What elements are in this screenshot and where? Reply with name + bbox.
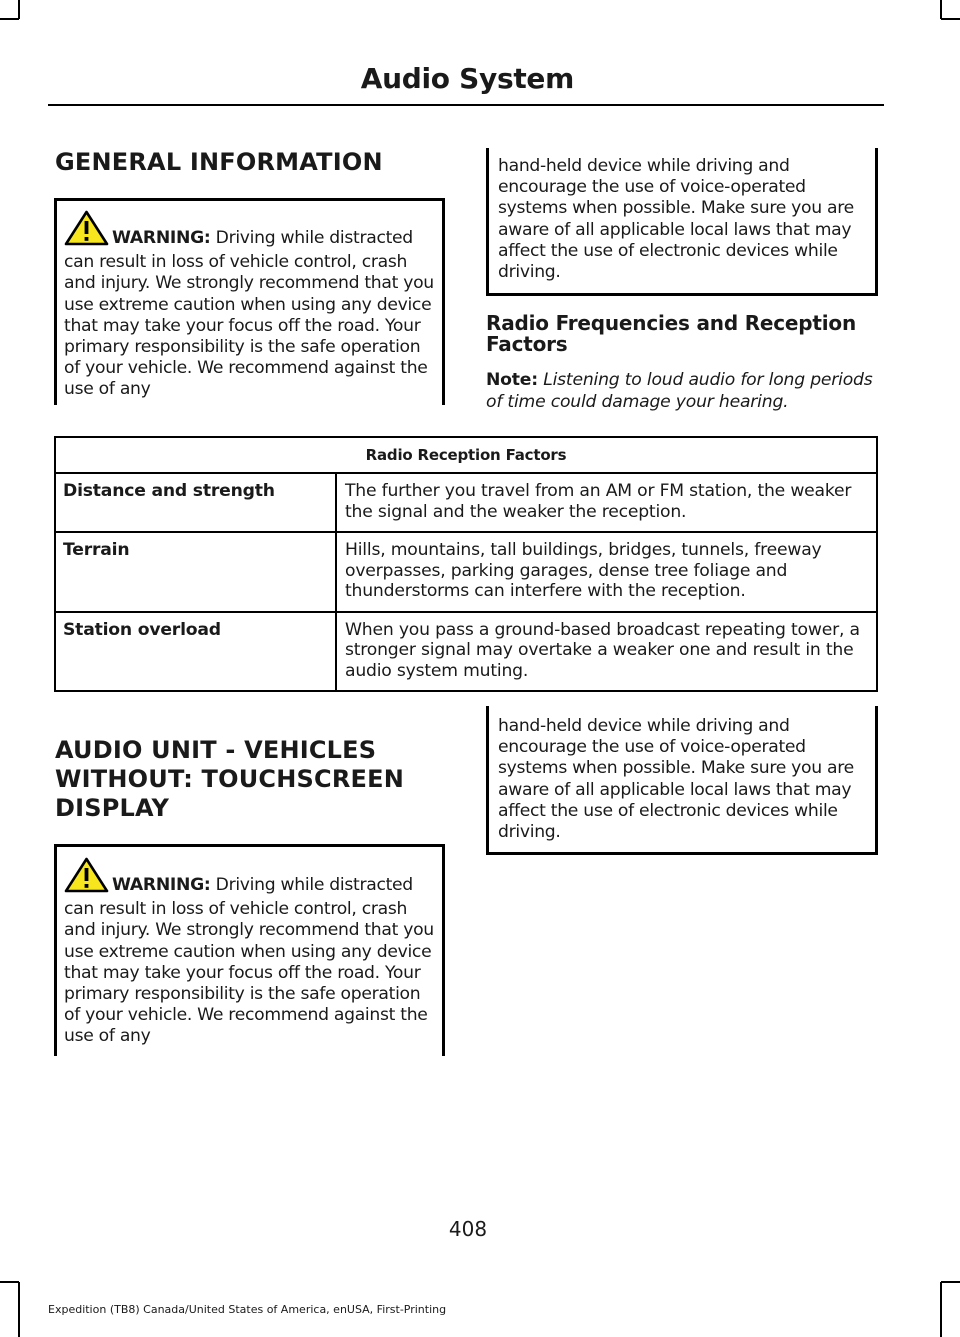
section-heading-audio-unit <box>55 736 404 823</box>
heading-line: WITHOUT: TOUCHSCREEN <box>55 765 404 793</box>
warning-label: WARNING: <box>112 875 211 895</box>
table-cell-factor: Terrain <box>55 532 336 612</box>
table-caption: Radio Reception Factors <box>55 437 877 473</box>
crop-mark <box>941 1281 960 1283</box>
warning-box <box>54 844 445 1056</box>
note <box>486 370 881 413</box>
footer-text: Expedition (TB8) Canada/United States of America, enUSA, First-Printing <box>48 1303 447 1316</box>
table-row <box>55 612 877 692</box>
subsection-heading: Radio Frequencies and Reception Factors <box>486 311 856 356</box>
radio-reception-factors-table <box>54 436 878 692</box>
warning-box-continued <box>486 706 878 855</box>
crop-mark <box>0 18 19 20</box>
table-cell-factor: Station overload <box>55 612 336 692</box>
table-cell-description: Hills, mountains, tall buildings, bridges, tunnels, freeway overpasses, parking garages, dense tree foliage and thunderstorms can interfere with the reception. <box>336 532 877 612</box>
table-row <box>55 532 877 612</box>
table-row <box>55 473 877 532</box>
table-cell-description: The further you travel from an AM or FM station, the weaker the signal and the weaker the reception. <box>336 473 877 532</box>
note-text: Listening to loud audio for long periods of time could damage your hearing. <box>486 370 873 412</box>
crop-mark <box>18 0 20 19</box>
crop-mark <box>940 1282 942 1337</box>
page-header-title: Audio System <box>360 62 574 95</box>
page-number: 408 <box>448 1217 488 1241</box>
warning-box <box>54 198 445 405</box>
warning-triangle-icon <box>64 857 109 899</box>
warning-box-continued <box>486 148 878 296</box>
warning-label: WARNING: <box>112 228 211 248</box>
crop-mark <box>941 18 960 20</box>
note-label: Note: <box>486 370 538 390</box>
section-heading-general-information: GENERAL INFORMATION <box>55 148 383 176</box>
table-cell-description: When you pass a ground-based broadcast repeating tower, a stronger signal may overtake a weaker one and result in the audio system muting. <box>336 612 877 692</box>
table-cell-factor: Distance and strength <box>55 473 336 532</box>
warning-triangle-icon <box>64 210 109 252</box>
header-divider <box>48 104 884 106</box>
heading-line: AUDIO UNIT - VEHICLES <box>55 736 377 764</box>
crop-mark <box>0 1281 19 1283</box>
warning-text: hand-held device while driving and encourage the use of voice-operated systems when possible. Make sure you are aware of all applicable local laws that may affect the use of electronic devices while driving. <box>498 156 854 283</box>
warning-text: hand-held device while driving and encourage the use of voice-operated systems when possible. Make sure you are aware of all applicable local laws that may affect the use of electronic devices while driving. <box>498 716 854 843</box>
crop-mark <box>940 0 942 19</box>
heading-line: DISPLAY <box>55 794 170 822</box>
crop-mark <box>18 1282 20 1337</box>
warning-text: Driving while distracted can result in loss of vehicle control, crash and injury. We strongly recommend that you use extreme caution when using any device that may take your focus off the road. Your primary responsibility is the safe operation of your vehicle. We recommend against the use of any <box>64 228 434 400</box>
warning-text: Driving while distracted can result in loss of vehicle control, crash and injury. We strongly recommend that you use extreme caution when using any device that may take your focus off the road. Your primary responsibility is the safe operation of your vehicle. We recommend against the use of any <box>64 875 434 1047</box>
